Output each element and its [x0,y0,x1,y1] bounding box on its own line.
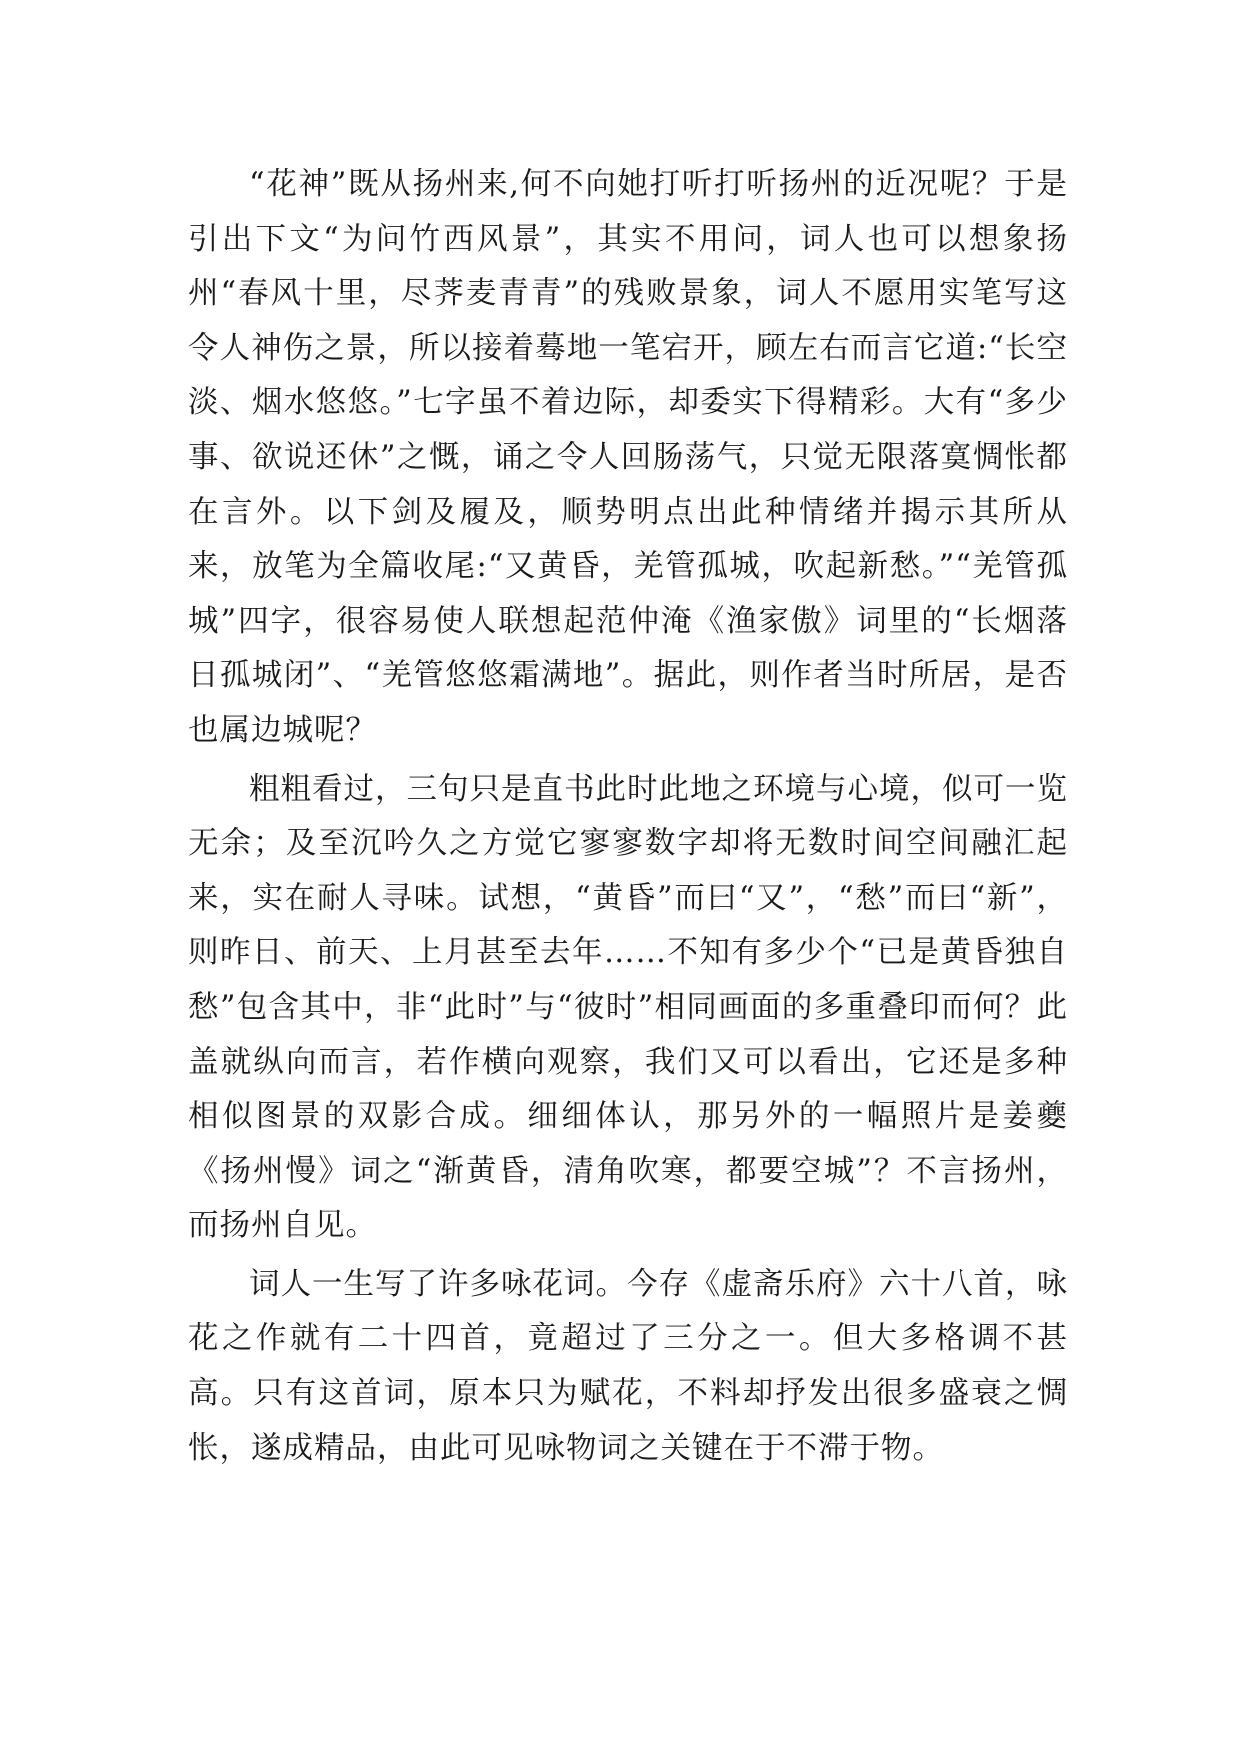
paragraph-3: 词人一生写了许多咏花词。今存《虚斋乐府》六十八首，咏花之作就有二十四首，竟超过了三分之一。但大多格调不甚高。只有这首词，原本只为赋花，不料却抒发出很多盛衰之惆怅，遂成精品，由此可见咏物词之关键在于不滞于物。 [188,1266,1068,1466]
paragraph-2: 粗粗看过，三句只是直书此时此地之环境与心境，似可一览无余；及至沉吟久之方觉它寥寥数字却将无数时间空间融汇起来，实在耐人寻味。试想，“黄昏”而曰“又”，“愁”而曰“新”，则昨日、前天、上月甚至去年……不知有多少个“已是黄昏独自愁”包含其中，非“此时”与“彼时”相同画面的多重叠印而何？此盖就纵向而言，若作横向观察，我们又可以看出，它还是多种相似图景的双影合成。细细体认，那另外的一幅照片是姜夔《扬州慢》词之“渐黄昏，清角吹寒，都要空城”？不言扬州，而扬州自见。 [188,771,1068,1244]
body-text [188,158,1068,1476]
paragraph-1: “花神”既从扬州来,何不向她打听打听扬州的近况呢？于是引出下文“为问竹西风景”，其实不用问，词人也可以想象扬州“春风十里，尽荠麦青青”的残败景象，词人不愿用实笔写这令人神伤之景，所以接着蓦地一笔宕开，顾左右而言它道:“长空淡、烟水悠悠。”七字虽不着边际，却委实下得精彩。大有“多少事、欲说还休”之慨，诵之令人回肠荡气，只觉无限落寞惆怅都在言外。以下剑及履及，顺势明点出此种情绪并揭示其所从来，放笔为全篇收尾:“又黄昏，羌管孤城，吹起新愁。”“羌管孤城”四字，很容易使人联想起范仲淹《渔家傲》词里的“长烟落日孤城闭”、“羌管悠悠霜满地”。据此，则作者当时所居，是否也属边城呢？ [188,167,1068,748]
